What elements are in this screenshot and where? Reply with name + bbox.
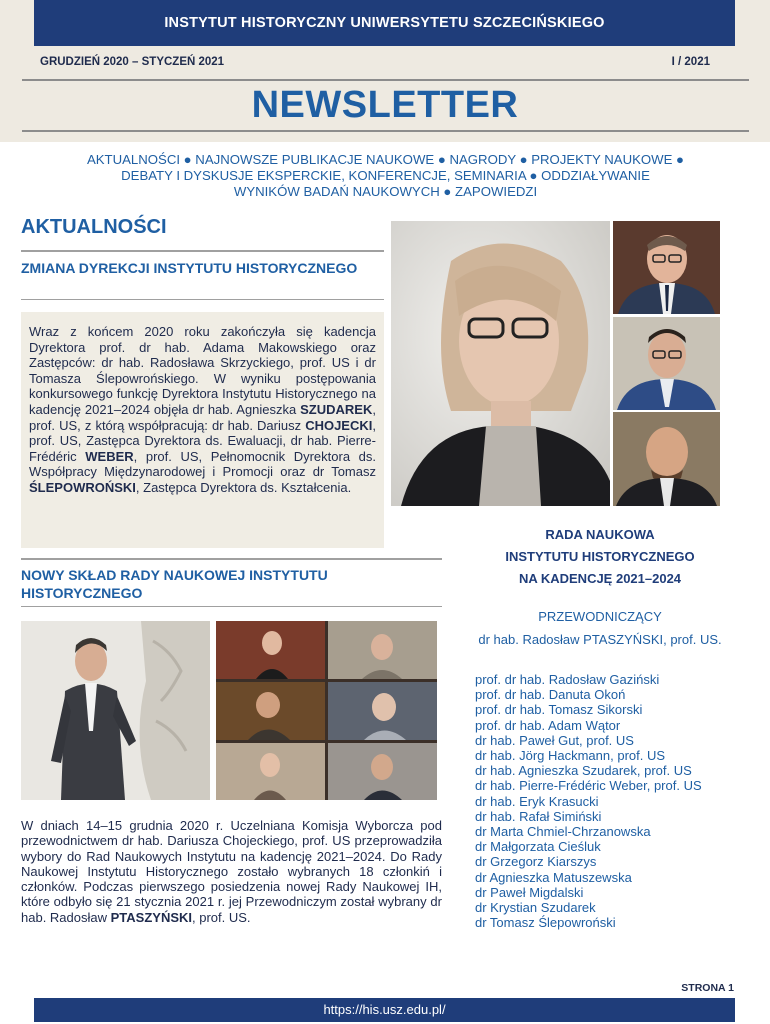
directorate-text-box: Wraz z końcem 2020 roku zakończyła się kadencja Dyrektora prof. dr hab. Adama Makowskiego oraz Zastępców: dr hab. Radosława Skrzyckiego, prof. US i dr Tomasza Ślepowrońskiego. W wyniku postępowania konkursowego funkcję Dyrektora Instytutu Historycznego na kadencję 2021–2024 objęła dr hab. Agnieszka SZUDAREK, prof. US, z którą współpracują: dr hab. Dariusz CHOJECKI, prof. US, Zastępca Dyrektora ds. Ewaluacji, dr hab. Pierre-Frédéric WEBER, prof. US, Pełnomocnik Dyrektora ds. Współpracy Międzynarodowej i Promocji oraz dr Tomasz ŚLEPOWROŃSKI, Zastępca Dyrektora ds. Kształcenia. (21, 312, 384, 548)
list-item: dr hab. Jörg Hackmann, prof. US (475, 748, 666, 764)
topics-line: AKTUALNOŚCI ● NAJNOWSZE PUBLIKACJE NAUKOWE ● NAGRODY ● PROJEKTY NAUKOWE ● (86, 152, 685, 167)
subheading-council: NOWY SKŁAD RADY NAUKOWEJ INSTYTUTU HISTORYCZNEGO (21, 567, 328, 601)
divider (21, 299, 384, 300)
list-item: dr Tomasz Ślepowroński (475, 915, 616, 931)
subheading-directorate: ZMIANA DYREKCJI INSTYTUTU HISTORYCZNEGO (21, 260, 358, 276)
council-election-text: W dniach 14–15 grudnia 2020 r. Uczelniana Komisja Wyborcza pod przewodnictwem dr hab. Dariusza Chojeckiego, prof. US przeprowadziła wybory do Rad Naukowych Instytutu na kadencję 2021–2024. Do Rady Naukowej Instytutu Historycznego zostało wybranych 18 członkiń i członków. Podczas pierwszego posiedzenia nowej Rady Naukowej IH, które odbyło się 21 stycznia 2021 r. jej Przewodniczym został wybrany dr hab. Radosław PTASZYŃSKI, prof. US. (21, 818, 442, 925)
topics-line: DEBATY I DYSKUSJE EKSPERCKIE, KONFERENCJE, SEMINARIA ● ODDZIAŁYWANIE (121, 168, 650, 183)
council-title: RADA NAUKOWA INSTYTUTU HISTORYCZNEGO NA KADENCJĘ 2021–2024 (505, 527, 695, 586)
topics-line: WYNIKÓW BADAŃ NAUKOWYCH ● ZAPOWIEDZI (233, 184, 538, 199)
divider (21, 606, 442, 607)
list-item: dr Agnieszka Matuszewska (475, 869, 632, 885)
name-chojecki: CHOJECKI (305, 417, 373, 433)
list-item: prof. dr hab. Radosław Gaziński (475, 672, 660, 687)
list-item: dr hab. Pierre-Frédéric Weber, prof. US (475, 778, 702, 794)
list-item: dr hab. Rafał Simiński (475, 808, 602, 824)
chair-name: dr hab. Radosław PTASZYŃSKI, prof. US. (478, 632, 722, 647)
name-weber: WEBER (85, 448, 134, 464)
divider (21, 558, 442, 560)
video-meeting-photo (216, 621, 437, 800)
institute-banner: INSTYTUT HISTORYCZNY UNIWERSYTETU SZCZECIŃSKIEGO (34, 0, 735, 46)
name-slepowronski: ŚLEPOWROŃSKI (29, 479, 136, 495)
list-item: prof. dr hab. Danuta Okoń (475, 687, 626, 703)
list-item: dr Grzegorz Kiarszys (475, 854, 597, 870)
divider (22, 79, 749, 81)
date-range: GRUDZIEŃ 2020 – STYCZEŃ 2021 (40, 56, 225, 68)
issue-number: I / 2021 (671, 56, 710, 68)
divider (22, 130, 749, 132)
newsletter-title: NEWSLETTER (251, 84, 519, 126)
website-link[interactable]: https://his.usz.edu.pl/ (323, 1002, 446, 1017)
list-item: dr Marta Chmiel-Chrzanowska (475, 824, 651, 840)
portrait-photo (613, 221, 720, 314)
portrait-photo (613, 412, 720, 506)
list-item: dr hab. Eryk Krasucki (475, 793, 599, 809)
footer-bar (34, 998, 735, 1022)
section-heading: AKTUALNOŚCI (21, 216, 167, 238)
list-item: dr Paweł Migdalski (475, 884, 584, 900)
list-item: prof. dr hab. Tomasz Sikorski (475, 702, 643, 718)
list-item: dr Krystian Szudarek (475, 900, 596, 916)
divider (21, 250, 384, 252)
chair-label: PRZEWODNICZĄCY (538, 609, 662, 624)
date-row (40, 56, 710, 68)
council-members-list (475, 672, 745, 930)
list-item: dr Małgorzata Cieśluk (475, 839, 601, 855)
portrait-photo (613, 317, 720, 410)
chair-portrait-photo (21, 621, 210, 800)
list-item: dr hab. Paweł Gut, prof. US (475, 732, 634, 748)
list-item: dr hab. Agnieszka Szudarek, prof. US (475, 763, 692, 779)
name-szudarek: SZUDAREK (300, 401, 373, 417)
director-portrait-photo (391, 221, 610, 506)
topics-list (22, 152, 749, 200)
list-item: prof. dr hab. Adam Wątor (475, 717, 621, 733)
name-ptaszynski: PTASZYŃSKI (110, 909, 193, 925)
page-number: STRONA 1 (681, 982, 734, 994)
